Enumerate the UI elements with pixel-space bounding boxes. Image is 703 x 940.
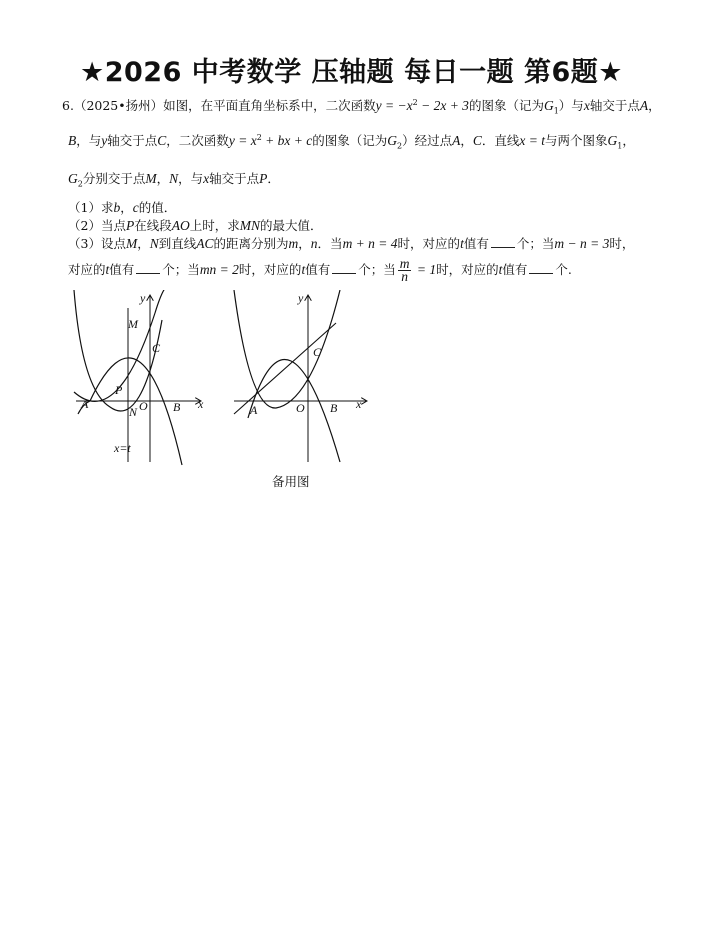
label-O: O xyxy=(139,399,148,413)
label-N: N xyxy=(129,405,138,419)
x-axis-label: x xyxy=(198,397,204,411)
label-A: A xyxy=(250,403,258,417)
label-C: C xyxy=(313,345,322,359)
figure-caption: 备用图 xyxy=(272,474,310,489)
parabola-g1 xyxy=(248,359,340,462)
question-1: （1）求b，c的值． xyxy=(68,200,177,215)
label-C: C xyxy=(152,341,161,355)
question-2: （2）当点P在线段AO上时，求MN的最大值． xyxy=(68,218,323,233)
answer-blank-2[interactable] xyxy=(136,263,160,274)
label-A: A xyxy=(81,397,89,411)
label-P: P xyxy=(115,383,123,397)
figure-2-graph xyxy=(228,290,378,470)
label-B: B xyxy=(173,400,181,414)
label-B: B xyxy=(330,401,338,415)
y-axis-label: y xyxy=(298,291,304,305)
problem-line-1: 6.（2025•扬州）如图，在平面直角坐标系中，二次函数$y = -x^2 - 2x + 3$的图象（记为$G_1$）与x轴交于点A， xyxy=(62,97,661,116)
line-label: x=t xyxy=(114,441,131,455)
label-M: M xyxy=(128,317,138,331)
question-3: （3）设点M，N到直线AC的距离分别为m，n．当m + n = 4时，对应的t值有 个；当m − n = 3时， xyxy=(68,236,635,251)
y-axis-label: y xyxy=(140,291,146,305)
fraction-m-over-n: $\frac{m}{n}$ xyxy=(399,256,410,284)
answer-blank-4[interactable] xyxy=(529,263,553,274)
problem-line-2: B，与y轴交于点C，二次函数$y = x^2$ + bx + c的图象（记为$G_2$）经过点A，C．直线x = t与两个图象$G_1$， xyxy=(68,132,635,151)
problem-line-3: $G_2$分别交于点M，N，与x轴交于点P． xyxy=(68,171,280,189)
figure-1-graph xyxy=(62,290,212,470)
x-axis-label: x xyxy=(356,397,362,411)
label-O: O xyxy=(296,401,305,415)
answer-blank-1[interactable] xyxy=(491,237,515,248)
parabola-g2 xyxy=(234,290,340,408)
figure-2 xyxy=(228,290,378,474)
figure-1 xyxy=(62,290,212,474)
page-title: ★2026 中考数学 压轴题 每日一题 第6题★ xyxy=(80,57,623,88)
answer-blank-3[interactable] xyxy=(332,263,356,274)
question-3-continued: 对应的t值有 个；当mn = 2时，对应的t值有 个；当 $\frac{m}{n}$ = 1时，对应的t值有 个. xyxy=(68,256,572,284)
